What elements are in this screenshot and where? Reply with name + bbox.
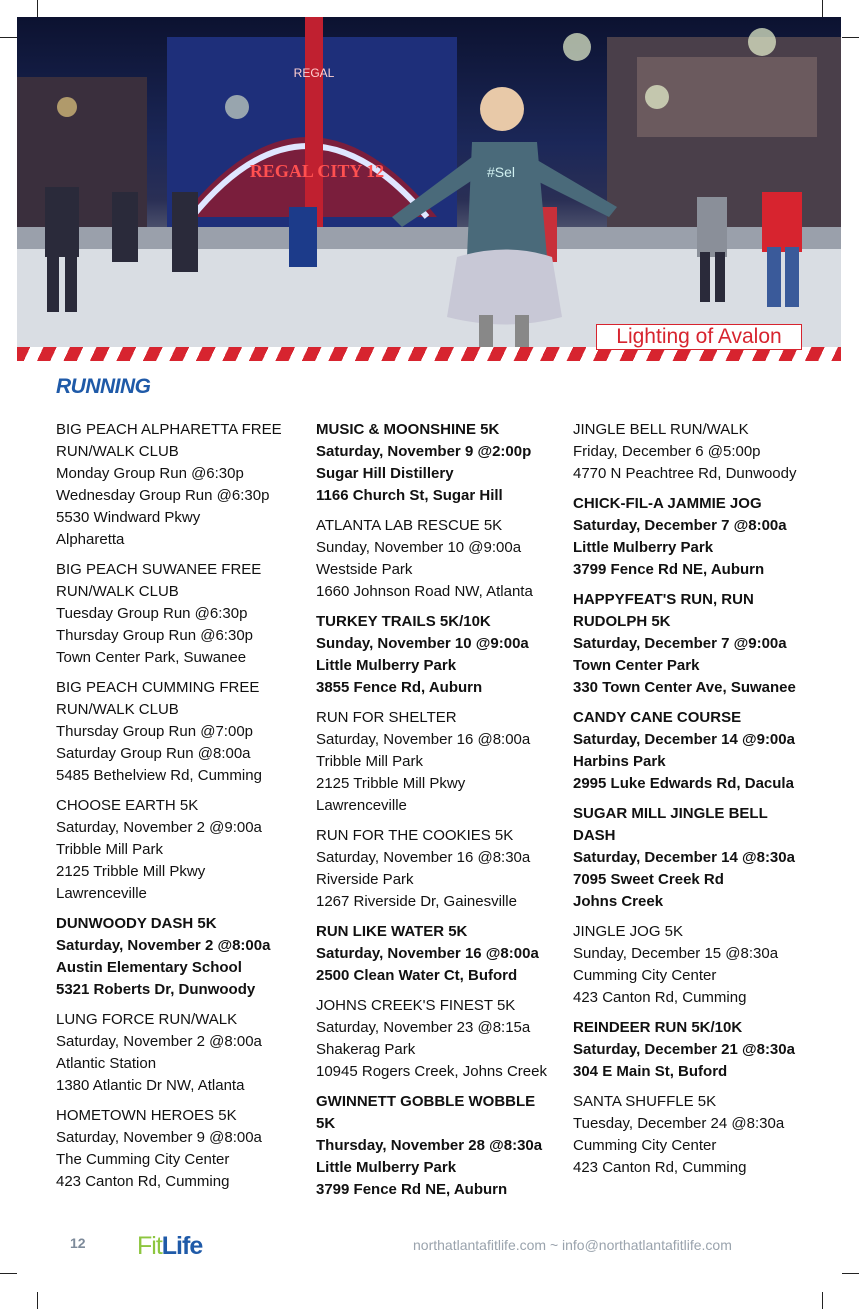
- event-listing: [316, 921, 566, 987]
- event-detail: Tuesday Group Run @6:30p: [56, 605, 248, 622]
- event-detail: Lawrenceville: [316, 797, 407, 814]
- event-detail: 423 Canton Rd, Cumming: [573, 1159, 747, 1176]
- event-detail: 1660 Johnson Road NW, Atlanta: [316, 583, 533, 600]
- event-title: CANDY CANE COURSE: [573, 709, 742, 726]
- event-detail: Sunday, December 15 @8:30a: [573, 945, 779, 962]
- event-detail: 7095 Sweet Creek Rd: [573, 871, 724, 888]
- crop-mark: [37, 1292, 38, 1309]
- fitlife-logo: [137, 1232, 202, 1261]
- event-title: GWINNETT GOBBLE WOBBLE: [316, 1093, 536, 1110]
- event-title: BIG PEACH SUWANEE FREE: [56, 561, 262, 578]
- event-detail: Saturday, December 21 @8:30a: [573, 1041, 795, 1058]
- event-title: CHICK-FIL-A JAMMIE JOG: [573, 495, 762, 512]
- event-detail: Sugar Hill Distillery: [316, 465, 454, 482]
- event-detail: Austin Elementary School: [56, 959, 242, 976]
- event-detail: Tribble Mill Park: [56, 841, 163, 858]
- event-detail: Thursday Group Run @6:30p: [56, 627, 253, 644]
- event-title: ATLANTA LAB RESCUE 5K: [316, 517, 503, 534]
- event-detail: The Cumming City Center: [56, 1151, 230, 1168]
- event-detail: Saturday, November 16 @8:30a: [316, 849, 531, 866]
- event-listing: [573, 1091, 823, 1179]
- event-detail: 1267 Riverside Dr, Gainesville: [316, 893, 517, 910]
- theater-sign-text: REGAL CITY 12: [249, 161, 385, 181]
- event-listing: [316, 515, 566, 603]
- event-detail: Harbins Park: [573, 753, 666, 770]
- event-detail: 5485 Bethelview Rd, Cumming: [56, 767, 262, 784]
- event-title: CHOOSE EARTH 5K: [56, 797, 199, 814]
- shirt-text: #Sel: [487, 164, 516, 180]
- event-detail: Monday Group Run @6:30p: [56, 465, 244, 482]
- event-listing: [573, 419, 823, 485]
- event-detail: 3799 Fence Rd NE, Auburn: [316, 1181, 508, 1198]
- event-title: MUSIC & MOONSHINE 5K: [316, 421, 500, 438]
- event-detail: 2125 Tribble Mill Pkwy: [316, 775, 466, 792]
- event-detail: Saturday, November 9 @8:00a: [56, 1129, 262, 1146]
- event-detail: RUN/WALK CLUB: [56, 443, 179, 460]
- event-detail: Atlantic Station: [56, 1055, 157, 1072]
- event-detail: 2995 Luke Edwards Rd, Dacula: [573, 775, 794, 792]
- event-detail: 3855 Fence Rd, Auburn: [316, 679, 483, 696]
- event-listing: [573, 707, 823, 795]
- event-detail: Thursday Group Run @7:00p: [56, 723, 253, 740]
- event-detail: Cumming City Center: [573, 967, 717, 984]
- event-detail: Town Center Park: [573, 657, 700, 674]
- logo-fit-text: Fit: [137, 1232, 162, 1260]
- event-listing: [573, 1017, 823, 1083]
- event-listing: [56, 1009, 306, 1097]
- events-column-2: [316, 419, 566, 1209]
- event-listing: [573, 921, 823, 1009]
- crop-mark: [0, 37, 17, 38]
- crop-mark: [37, 0, 38, 17]
- events-column-1: [56, 419, 306, 1201]
- event-detail: Saturday, November 16 @8:00a: [316, 731, 531, 748]
- event-title: REINDEER RUN 5K/10K: [573, 1019, 743, 1036]
- event-title: LUNG FORCE RUN/WALK: [56, 1011, 238, 1028]
- event-detail: 1380 Atlantic Dr NW, Atlanta: [56, 1077, 245, 1094]
- event-listing: [573, 803, 823, 913]
- crop-mark: [842, 1273, 859, 1274]
- event-detail: Johns Creek: [573, 893, 664, 910]
- event-listing: [56, 677, 306, 787]
- event-listing: [316, 611, 566, 699]
- event-title: TURKEY TRAILS 5K/10K: [316, 613, 491, 630]
- event-detail: Saturday, December 7 @9:00a: [573, 635, 787, 652]
- event-listing: [316, 995, 566, 1083]
- event-detail: Saturday Group Run @8:00a: [56, 745, 251, 762]
- event-detail: Tuesday, December 24 @8:30a: [573, 1115, 785, 1132]
- event-listing: [573, 493, 823, 581]
- event-title: HAPPYFEAT'S RUN, RUN: [573, 591, 754, 608]
- ice-rink-scene: [17, 17, 841, 350]
- event-title: HOMETOWN HEROES 5K: [56, 1107, 237, 1124]
- header-photo: [17, 17, 841, 350]
- event-detail: RUN/WALK CLUB: [56, 701, 179, 718]
- event-detail: Cumming City Center: [573, 1137, 717, 1154]
- event-detail: 423 Canton Rd, Cumming: [573, 989, 747, 1006]
- event-title: BIG PEACH CUMMING FREE: [56, 679, 260, 696]
- event-title: SANTA SHUFFLE 5K: [573, 1093, 717, 1110]
- event-detail: 5321 Roberts Dr, Dunwoody: [56, 981, 256, 998]
- event-detail: 4770 N Peachtree Rd, Dunwoody: [573, 465, 797, 482]
- crop-mark: [0, 1273, 17, 1274]
- event-detail: Tribble Mill Park: [316, 753, 423, 770]
- event-detail: RUDOLPH 5K: [573, 613, 671, 630]
- event-detail: Town Center Park, Suwanee: [56, 649, 247, 666]
- event-detail: 5530 Windward Pkwy: [56, 509, 201, 526]
- event-detail: Saturday, November 2 @8:00a: [56, 937, 271, 954]
- event-detail: Saturday, November 2 @9:00a: [56, 819, 262, 836]
- event-detail: Saturday, December 7 @8:00a: [573, 517, 787, 534]
- event-detail: 330 Town Center Ave, Suwanee: [573, 679, 796, 696]
- event-detail: Westside Park: [316, 561, 413, 578]
- event-detail: 304 E Main St, Buford: [573, 1063, 728, 1080]
- event-title: JOHNS CREEK'S FINEST 5K: [316, 997, 516, 1014]
- event-detail: Lawrenceville: [56, 885, 147, 902]
- event-detail: RUN/WALK CLUB: [56, 583, 179, 600]
- event-listing: [56, 1105, 306, 1193]
- event-detail: Little Mulberry Park: [316, 657, 457, 674]
- event-title: DUNWOODY DASH 5K: [56, 915, 217, 932]
- page-number: 12: [70, 1235, 86, 1251]
- event-detail: Saturday, November 23 @8:15a: [316, 1019, 531, 1036]
- event-detail: 10945 Rogers Creek, Johns Creek: [316, 1063, 547, 1080]
- event-detail: Saturday, November 9 @2:00p: [316, 443, 532, 460]
- event-detail: Saturday, December 14 @9:00a: [573, 731, 795, 748]
- event-detail: 423 Canton Rd, Cumming: [56, 1173, 230, 1190]
- event-detail: Sunday, November 10 @9:00a: [316, 635, 529, 652]
- event-detail: Riverside Park: [316, 871, 414, 888]
- event-detail: Saturday, November 16 @8:00a: [316, 945, 539, 962]
- event-detail: Saturday, December 14 @8:30a: [573, 849, 795, 866]
- event-detail: Friday, December 6 @5:00p: [573, 443, 761, 460]
- photo-caption: Lighting of Avalon: [596, 324, 802, 350]
- crop-mark: [822, 1292, 823, 1309]
- event-detail: 2500 Clean Water Ct, Buford: [316, 967, 518, 984]
- event-detail: Wednesday Group Run @6:30p: [56, 487, 270, 504]
- section-heading: RUNNING: [56, 375, 151, 398]
- event-listing: [316, 825, 566, 913]
- event-listing: [573, 589, 823, 699]
- event-detail: 1166 Church St, Sugar Hill: [316, 487, 503, 504]
- event-listing: [56, 559, 306, 669]
- event-title: JINGLE BELL RUN/WALK: [573, 421, 749, 438]
- logo-life-text: Life: [161, 1232, 203, 1260]
- event-detail: Saturday, November 2 @8:00a: [56, 1033, 262, 1050]
- event-title: SUGAR MILL JINGLE BELL: [573, 805, 768, 822]
- event-detail: 3799 Fence Rd NE, Auburn: [573, 561, 765, 578]
- crop-mark: [822, 0, 823, 17]
- events-column-3: [573, 419, 823, 1187]
- event-listing: [56, 795, 306, 905]
- event-listing: [56, 913, 306, 1001]
- footer-contact: northatlantafitlife.com ~ info@northatlantafitlife.com: [413, 1237, 732, 1253]
- event-title: RUN FOR SHELTER: [316, 709, 457, 726]
- event-listing: [316, 707, 566, 817]
- event-detail: 2125 Tribble Mill Pkwy: [56, 863, 206, 880]
- event-title: BIG PEACH ALPHARETTA FREE: [56, 421, 282, 438]
- event-detail: Little Mulberry Park: [573, 539, 714, 556]
- event-title: RUN LIKE WATER 5K: [316, 923, 468, 940]
- event-detail: Thursday, November 28 @8:30a: [316, 1137, 543, 1154]
- event-detail: Little Mulberry Park: [316, 1159, 457, 1176]
- event-detail: DASH: [573, 827, 616, 844]
- event-listing: [56, 419, 306, 551]
- crop-mark: [842, 37, 859, 38]
- event-listing: [316, 419, 566, 507]
- event-detail: Shakerag Park: [316, 1041, 416, 1058]
- event-title: JINGLE JOG 5K: [573, 923, 684, 940]
- event-listing: [316, 1091, 566, 1201]
- vertical-sign-text: REGAL: [293, 66, 335, 80]
- event-detail: Alpharetta: [56, 531, 125, 548]
- event-title: RUN FOR THE COOKIES 5K: [316, 827, 514, 844]
- event-detail: Sunday, November 10 @9:00a: [316, 539, 522, 556]
- event-detail: 5K: [316, 1115, 336, 1132]
